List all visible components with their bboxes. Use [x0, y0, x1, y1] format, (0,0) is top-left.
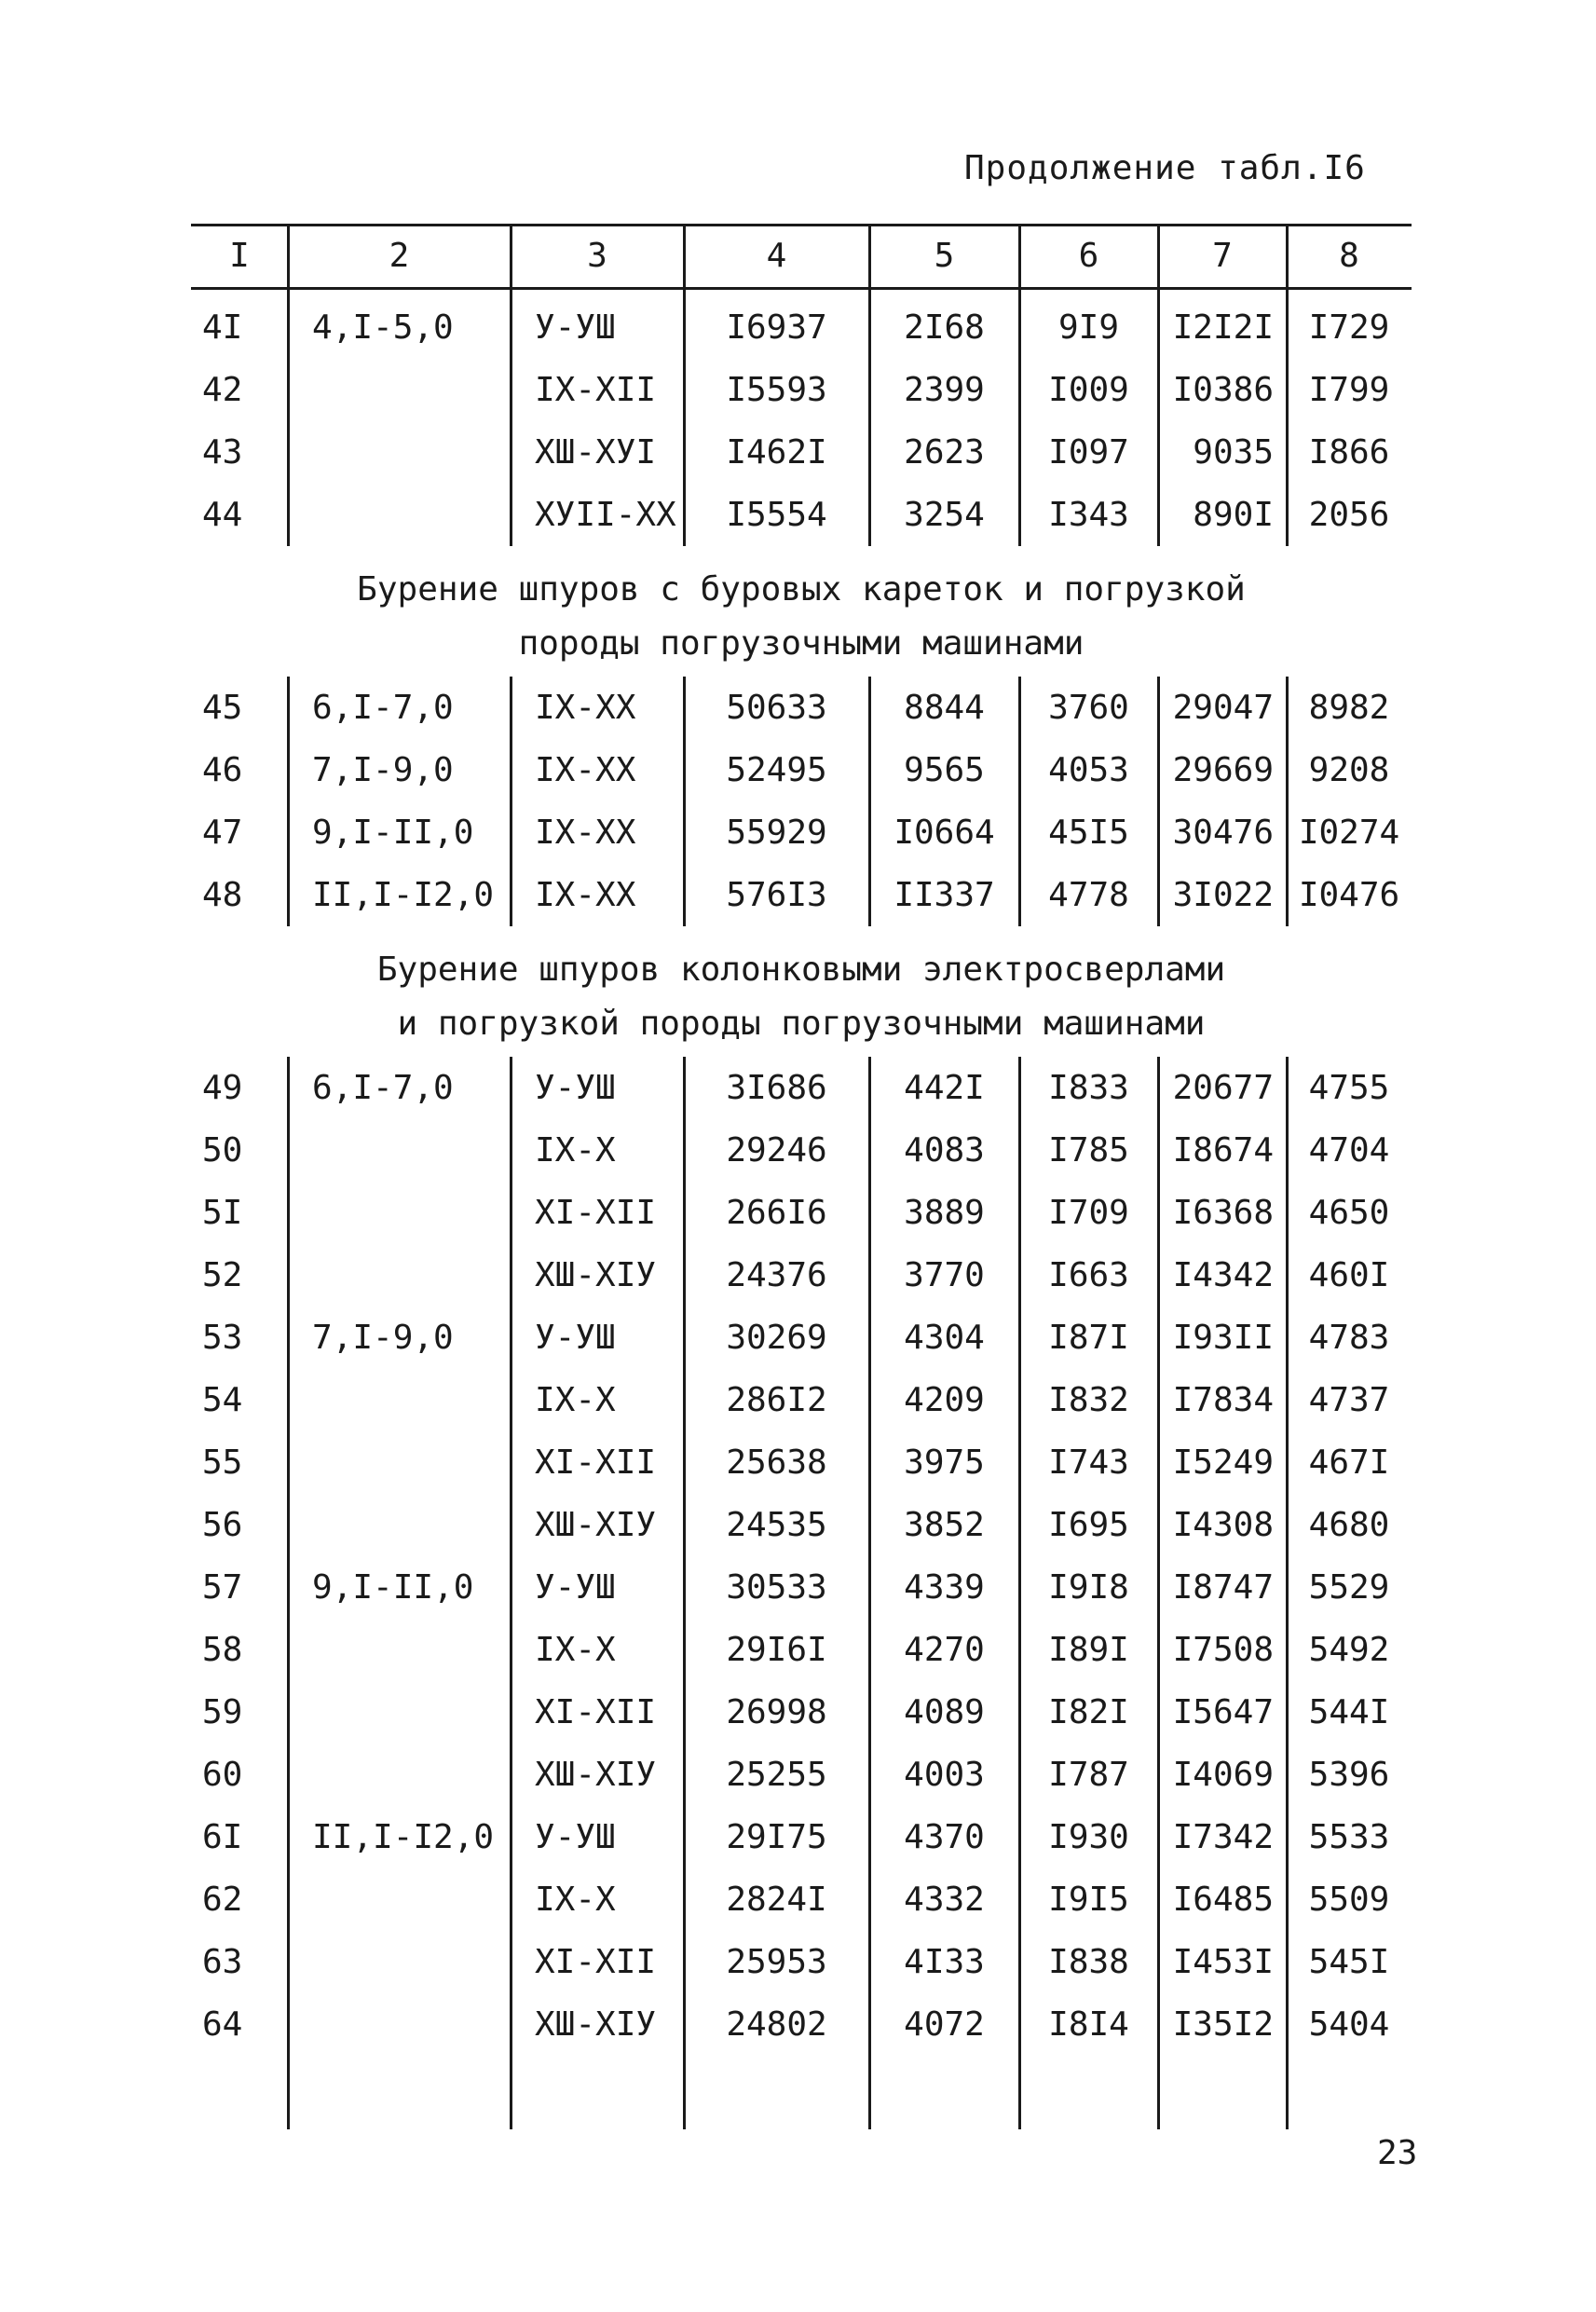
table-cell: 25255	[726, 1756, 827, 1794]
table-cell: I5593	[726, 371, 827, 409]
table-cell: 2824I	[726, 1881, 827, 1919]
table-cell: 4304	[904, 1319, 985, 1357]
table-cell: 63	[202, 1943, 243, 1981]
table-cell: 4332	[904, 1881, 985, 1919]
table-cell: 20677	[1172, 1069, 1274, 1107]
table-row	[191, 1868, 1412, 1931]
table-cell: 2399	[904, 371, 985, 409]
table-cell: I7342	[1172, 1818, 1274, 1856]
table-cell: 30269	[726, 1319, 827, 1357]
table-row	[191, 1681, 1412, 1744]
table-cell: 9,I-II,0	[312, 814, 474, 852]
table-cell: 442I	[904, 1069, 985, 1107]
table-cell: У-УШ	[535, 1568, 616, 1607]
table-cell: 24376	[726, 1256, 827, 1294]
table-cell: I5554	[726, 496, 827, 534]
table-cell: 56	[202, 1506, 243, 1544]
table-cell: 3760	[1048, 689, 1129, 727]
table-cell: 30533	[726, 1568, 827, 1607]
table-cell: I453I	[1172, 1943, 1274, 1981]
table-cell: IX-XX	[535, 876, 636, 914]
column-header: 6	[1078, 236, 1099, 275]
table-cell: 45I5	[1048, 814, 1129, 852]
table-row	[191, 359, 1412, 421]
column-header: 3	[587, 236, 607, 275]
table-cell: I663	[1048, 1256, 1129, 1294]
table-cell: 5404	[1308, 2005, 1390, 2044]
table-row	[191, 1993, 1412, 2056]
table-cell: 467I	[1308, 1443, 1390, 1482]
table-cell: 4339	[904, 1568, 985, 1607]
table-cell: 62	[202, 1881, 243, 1919]
column-header: 7	[1212, 236, 1233, 275]
table-cell: I709	[1048, 1194, 1129, 1232]
table-cell: 43	[202, 433, 243, 472]
table-row	[191, 1931, 1412, 1993]
table-cell	[288, 1182, 511, 1244]
table-cell: 6,I-7,0	[312, 689, 454, 727]
table-cell: 2I68	[904, 308, 985, 347]
table-cell: 5492	[1308, 1631, 1390, 1669]
table-cell: 4650	[1308, 1194, 1390, 1232]
table-cell: 52	[202, 1256, 243, 1294]
table-cell: 44	[202, 496, 243, 534]
table-cell: I9I8	[1048, 1568, 1129, 1607]
section-heading	[191, 926, 1412, 1057]
table-cell: 4209	[904, 1381, 985, 1419]
table-cell: IX-X	[535, 1381, 616, 1419]
table-cell: 9,I-II,0	[312, 1568, 474, 1607]
section-heading-line: Бурение шпуров с буровых кареток и погрузкой	[357, 570, 1246, 609]
table-cell: IX-XX	[535, 814, 636, 852]
table-cell: 25953	[726, 1943, 827, 1981]
table-cell: 53	[202, 1319, 243, 1357]
table-cell: 4089	[904, 1693, 985, 1731]
table-cell: I35I2	[1172, 2005, 1274, 2044]
table-cell: 5I	[202, 1194, 243, 1232]
table-cell: 58	[202, 1631, 243, 1669]
table-cell: 29I75	[726, 1818, 827, 1856]
table-cell	[288, 1119, 511, 1182]
table-cell	[288, 359, 511, 421]
table-cell: I4308	[1172, 1506, 1274, 1544]
table-continuation-caption: Продолжение табл.I6	[964, 149, 1366, 187]
table-cell	[288, 484, 511, 546]
table-cell: I82I	[1048, 1693, 1129, 1731]
table-cell: 4072	[904, 2005, 985, 2044]
table-cell: I097	[1048, 433, 1129, 472]
table-cell: I833	[1048, 1069, 1129, 1107]
column-header: 8	[1339, 236, 1359, 275]
table-row	[191, 1494, 1412, 1556]
table-cell: I4069	[1172, 1756, 1274, 1794]
table-row	[191, 1556, 1412, 1619]
table-cell: 3254	[904, 496, 985, 534]
table-cell: IX-X	[535, 1881, 616, 1919]
table-cell: I9I5	[1048, 1881, 1129, 1919]
table-cell: 49	[202, 1069, 243, 1107]
table-cell: I866	[1308, 433, 1390, 472]
table-cell: 460I	[1308, 1256, 1390, 1294]
table-cell: 24802	[726, 2005, 827, 2044]
table-cell: I5249	[1172, 1443, 1274, 1482]
table-cell: 7,I-9,0	[312, 1319, 454, 1357]
table-cell: 60	[202, 1756, 243, 1794]
table-cell: I729	[1308, 308, 1390, 347]
table-cell: 29I6I	[726, 1631, 827, 1669]
table-cell: 8982	[1308, 689, 1390, 727]
column-header-row	[191, 224, 1412, 287]
section-heading-row	[191, 926, 1412, 1057]
table-cell: 29246	[726, 1131, 827, 1170]
table-cell: XУII-XX	[535, 496, 676, 534]
table-cell: 9I9	[1057, 308, 1120, 347]
table-row	[191, 864, 1412, 926]
table-cell: IX-XX	[535, 689, 636, 727]
table-cell: XI-XII	[535, 1943, 657, 1981]
table-row	[191, 484, 1412, 546]
table-cell: II,I-I2,0	[312, 1818, 495, 1856]
table-cell: 30476	[1172, 814, 1274, 852]
table-cell: II,I-I2,0	[312, 876, 495, 914]
table-row	[191, 1744, 1412, 1806]
table-cell: 9035	[1193, 433, 1274, 472]
table-cell: 3I022	[1172, 876, 1274, 914]
table-row	[191, 1306, 1412, 1369]
table-cell: I343	[1048, 496, 1129, 534]
table-cell: 54	[202, 1381, 243, 1419]
table-cell: XШ-XIУ	[535, 1756, 657, 1794]
table-cell	[288, 1619, 511, 1681]
table-cell: I6937	[726, 308, 827, 347]
table-cell: XI-XII	[535, 1194, 657, 1232]
section-heading-line: Бурение шпуров колонковыми электросверлами	[376, 951, 1226, 989]
table-cell: 52495	[726, 751, 827, 789]
table-cell: 4270	[904, 1631, 985, 1669]
table-cell: 3852	[904, 1506, 985, 1544]
table-cell: XШ-XIУ	[535, 2005, 657, 2044]
table-cell: I0386	[1172, 371, 1274, 409]
table-cell: 57	[202, 1568, 243, 1607]
table-cell: 64	[202, 2005, 243, 2044]
table-cell: I5647	[1172, 1693, 1274, 1731]
table-row	[191, 1119, 1412, 1182]
section-heading	[191, 546, 1412, 677]
table-body	[191, 287, 1412, 2056]
table-cell: 50633	[726, 689, 827, 727]
table-cell: У-УШ	[535, 1069, 616, 1107]
table-cell: 266I6	[726, 1194, 827, 1232]
table-cell: 3770	[904, 1256, 985, 1294]
table-row	[191, 1806, 1412, 1868]
table-cell: 545I	[1308, 1943, 1390, 1981]
table-cell	[288, 1494, 511, 1556]
table-row	[191, 1182, 1412, 1244]
table-cell: 26998	[726, 1693, 827, 1731]
data-table-frame	[191, 224, 1412, 2129]
table-row	[191, 296, 1412, 359]
table-cell: 6,I-7,0	[312, 1069, 454, 1107]
table-cell: XШ-XУI	[535, 433, 657, 472]
table-cell: 9208	[1308, 751, 1390, 789]
table-cell: 576I3	[726, 876, 827, 914]
table-cell: У-УШ	[535, 1319, 616, 1357]
table-cell	[288, 1244, 511, 1306]
section-heading-line: и погрузкой породы погрузочными машинами	[397, 1005, 1206, 1043]
table-cell: 4755	[1308, 1069, 1390, 1107]
table-cell: I0664	[893, 814, 995, 852]
table-cell: I8I4	[1048, 2005, 1129, 2044]
table-cell: I7834	[1172, 1381, 1274, 1419]
table-cell: I930	[1048, 1818, 1129, 1856]
column-header: 2	[389, 236, 410, 275]
table-cell: 4,I-5,0	[312, 308, 454, 347]
table-cell: 42	[202, 371, 243, 409]
table-cell: I838	[1048, 1943, 1129, 1981]
table-cell: I785	[1048, 1131, 1129, 1170]
table-cell: 890I	[1193, 496, 1274, 534]
table-cell: I695	[1048, 1506, 1129, 1544]
table-cell: XШ-XIУ	[535, 1256, 657, 1294]
table-cell: 4704	[1308, 1131, 1390, 1170]
table-cell: 59	[202, 1693, 243, 1731]
table-cell: 4370	[904, 1818, 985, 1856]
table-cell: 55	[202, 1443, 243, 1482]
table-cell: I6368	[1172, 1194, 1274, 1232]
table-cell: 47	[202, 814, 243, 852]
table-cell: 4I	[202, 308, 243, 347]
table-row	[191, 421, 1412, 484]
table-cell	[288, 1369, 511, 1431]
table-cell: IX-X	[535, 1131, 616, 1170]
table-row	[191, 1057, 1412, 1119]
table-cell: 5509	[1308, 1881, 1390, 1919]
table-cell: 4680	[1308, 1506, 1390, 1544]
table-cell: 5529	[1308, 1568, 1390, 1607]
table-cell: 7,I-9,0	[312, 751, 454, 789]
table-cell: У-УШ	[535, 1818, 616, 1856]
table-cell: II337	[893, 876, 995, 914]
table-row	[191, 677, 1412, 739]
table-cell: IX-XX	[535, 751, 636, 789]
table-cell: 5533	[1308, 1818, 1390, 1856]
table-cell: I0274	[1298, 814, 1400, 852]
table-cell: 45	[202, 689, 243, 727]
table-cell	[288, 1993, 511, 2056]
table-cell: 29669	[1172, 751, 1274, 789]
table-cell: I832	[1048, 1381, 1129, 1419]
data-table	[191, 224, 1412, 2056]
page-number: 23	[1377, 2134, 1418, 2172]
table-cell: 55929	[726, 814, 827, 852]
table-cell: 6I	[202, 1818, 243, 1856]
table-cell: 4I33	[904, 1943, 985, 1981]
table-cell: I87I	[1048, 1319, 1129, 1357]
table-cell: I2I2I	[1172, 308, 1274, 347]
table-row	[191, 1369, 1412, 1431]
table-cell: 286I2	[726, 1381, 827, 1419]
table-cell: 4778	[1048, 876, 1129, 914]
table-cell: IX-XII	[535, 371, 657, 409]
table-cell: XI-XII	[535, 1443, 657, 1482]
table-cell	[288, 421, 511, 484]
table-cell: 9565	[904, 751, 985, 789]
table-cell: 3975	[904, 1443, 985, 1482]
table-cell: 50	[202, 1131, 243, 1170]
table-cell: У-УШ	[535, 308, 616, 347]
table-cell: 5396	[1308, 1756, 1390, 1794]
table-cell: I0476	[1298, 876, 1400, 914]
table-row	[191, 1619, 1412, 1681]
table-cell: I7508	[1172, 1631, 1274, 1669]
table-cell	[288, 1744, 511, 1806]
table-cell: 8844	[904, 689, 985, 727]
table-cell: XI-XII	[535, 1693, 657, 1731]
column-header: 5	[934, 236, 955, 275]
table-cell: 4003	[904, 1756, 985, 1794]
table-cell: 2056	[1308, 496, 1390, 534]
table-cell	[288, 1868, 511, 1931]
table-cell: I787	[1048, 1756, 1129, 1794]
table-row	[191, 1244, 1412, 1306]
table-cell: 4083	[904, 1131, 985, 1170]
table-cell: 3I686	[726, 1069, 827, 1107]
table-cell: I93II	[1172, 1319, 1274, 1357]
section-heading-line: породы погрузочными машинами	[518, 624, 1084, 663]
table-cell: 2623	[904, 433, 985, 472]
table-cell: 4783	[1308, 1319, 1390, 1357]
table-cell: IX-X	[535, 1631, 616, 1669]
table-cell: 24535	[726, 1506, 827, 1544]
table-cell: XШ-XIУ	[535, 1506, 657, 1544]
table-cell: 29047	[1172, 689, 1274, 727]
table-cell: I8747	[1172, 1568, 1274, 1607]
table-cell: I743	[1048, 1443, 1129, 1482]
table-cell: 3889	[904, 1194, 985, 1232]
table-cell: I009	[1048, 371, 1129, 409]
section-heading-row	[191, 546, 1412, 677]
table-cell: I462I	[726, 433, 827, 472]
table-cell: I6485	[1172, 1881, 1274, 1919]
table-row	[191, 1431, 1412, 1494]
table-cell: 48	[202, 876, 243, 914]
table-cell: 4737	[1308, 1381, 1390, 1419]
table-row	[191, 739, 1412, 801]
table-row	[191, 801, 1412, 864]
column-header: I	[229, 236, 250, 275]
table-cell: I8674	[1172, 1131, 1274, 1170]
table-cell: 544I	[1308, 1693, 1390, 1731]
table-cell	[288, 1431, 511, 1494]
column-header: 4	[766, 236, 787, 275]
table-cell: 25638	[726, 1443, 827, 1482]
table-cell: 46	[202, 751, 243, 789]
table-cell: I4342	[1172, 1256, 1274, 1294]
table-cell: I89I	[1048, 1631, 1129, 1669]
table-cell	[288, 1681, 511, 1744]
table-cell: I799	[1308, 371, 1390, 409]
table-cell	[288, 1931, 511, 1993]
table-cell: 4053	[1048, 751, 1129, 789]
